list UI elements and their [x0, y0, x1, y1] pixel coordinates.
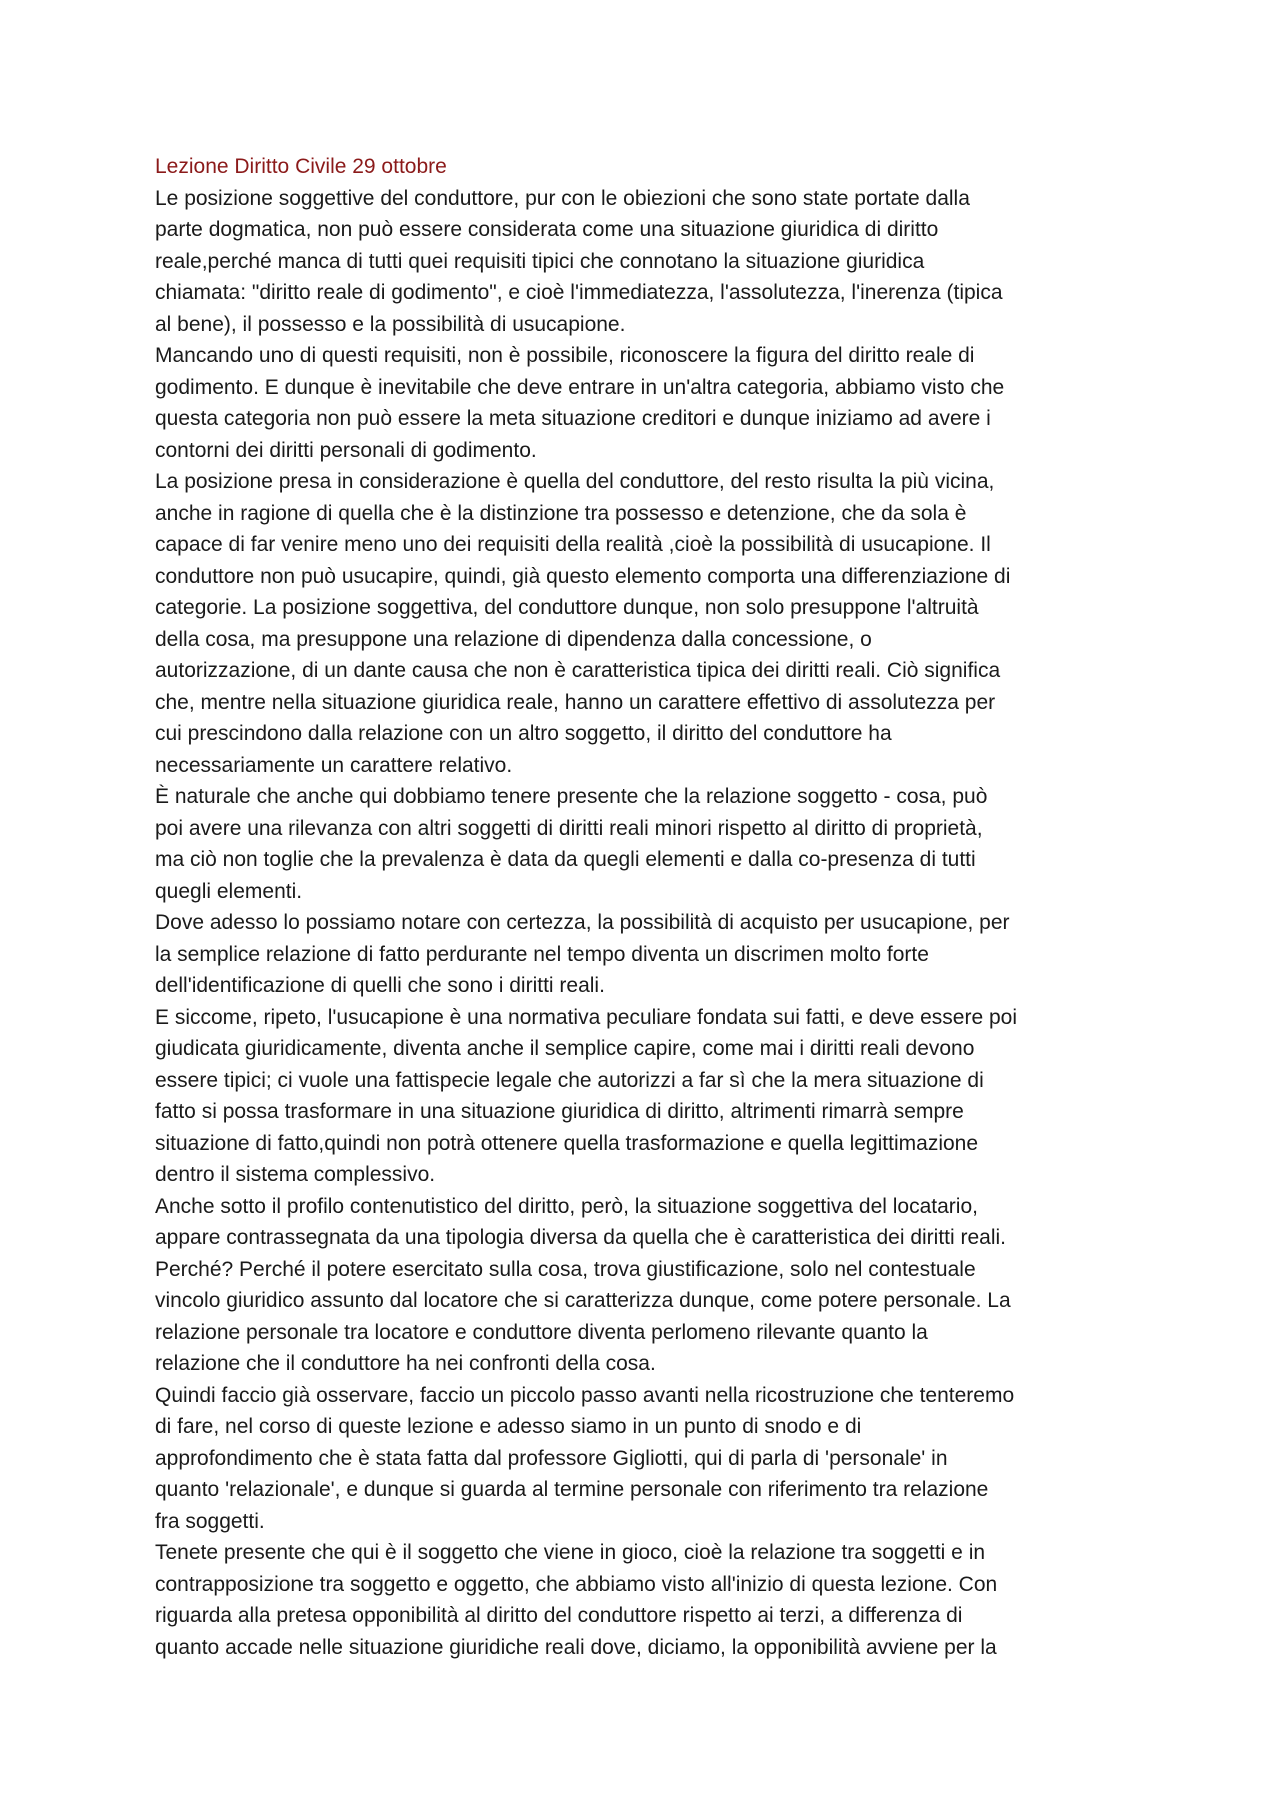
text-line: anche in ragione di quella che è la distinzione tra possesso e detenzione, che da sola è	[155, 501, 967, 525]
text-line: Perché? Perché il potere esercitato sulla cosa, trova giustificazione, solo nel contestuale	[155, 1257, 976, 1281]
text-line: quanto 'relazionale', e dunque si guarda al termine personale con riferimento tra relazione	[155, 1478, 989, 1501]
text-line: quegli elementi.	[155, 879, 303, 903]
text-line: parte dogmatica, non può essere considerata come una situazione giuridica di diritto	[155, 218, 939, 241]
text-line: autorizzazione, di un dante causa che non è caratteristica tipica dei diritti reali. Ciò significa	[155, 659, 1001, 682]
text-line: che, mentre nella situazione giuridica reale, hanno un carattere effettivo di assolutezza per	[155, 690, 996, 714]
text-line: categorie. La posizione soggettiva, del conduttore dunque, non solo presuppone l'altruità	[155, 596, 979, 619]
text-line: reale,perché manca di tutti quei requisiti tipici che connotano la situazione giuridica	[155, 249, 925, 273]
text-line: E siccome, ripeto, l'usucapione è una normativa peculiare fondata sui fatti, e deve essere poi	[155, 1005, 1018, 1029]
text-line: Dove adesso lo possiamo notare con certezza, la possibilità di acquisto per usucapione, per	[155, 911, 1010, 934]
text-line: necessariamente un carattere relativo.	[155, 753, 513, 777]
text-line: riguarda alla pretesa opponibilità al diritto del conduttore rispetto ai terzi, a differenza di	[155, 1604, 963, 1627]
text-line: appare contrassegnata da una tipologia diversa da quella che è caratteristica dei diritti reali.	[155, 1226, 1007, 1249]
text-line: relazione che il conduttore ha nei confronti della cosa.	[155, 1352, 656, 1375]
text-line: ma ciò non toglie che la prevalenza è data da quegli elementi e dalla co-presenza di tutti	[155, 848, 976, 871]
text-line: quanto accade nelle situazione giuridiche reali dove, diciamo, la opponibilità avviene per la	[155, 1635, 997, 1659]
document-title: Lezione Diritto Civile 29 ottobre	[155, 155, 447, 178]
text-line: fra soggetti.	[155, 1509, 265, 1533]
text-line: godimento. E dunque è inevitabile che deve entrare in un'altra categoria, abbiamo visto che	[155, 375, 1005, 399]
text-line: chiamata: "diritto reale di godimento", e cioè l'immediatezza, l'assolutezza, l'inerenza (tipica	[155, 281, 1003, 304]
text-line: relazione personale tra locatore e conduttore diventa perlomeno rilevante quanto la	[155, 1320, 928, 1344]
document-body	[155, 151, 1135, 1663]
text-line: della cosa, ma presuppone una relazione di dipendenza dalla concessione, o	[155, 627, 872, 651]
text-line: al bene), il possesso e la possibilità di usucapione.	[155, 312, 626, 336]
text-line: contrapposizione tra soggetto e oggetto, che abbiamo visto all'inizio di questa lezione. Con	[155, 1572, 998, 1596]
text-line: approfondimento che è stata fatta dal professore Gigliotti, qui di parla di 'personale' in	[155, 1446, 948, 1470]
text-line: poi avere una rilevanza con altri soggetti di diritti reali minori rispetto al diritto di proprietà,	[155, 816, 983, 840]
text-line: di fare, nel corso di queste lezione e adesso siamo in un punto di snodo e di	[155, 1415, 862, 1438]
text-line: capace di far venire meno uno dei requisiti della realità ,cioè la possibilità di usucapione. Il	[155, 533, 991, 556]
text-line: giudicata giuridicamente, diventa anche il semplice capire, come mai i diritti reali devono	[155, 1037, 975, 1060]
text-line: conduttore non può usucapire, quindi, già questo elemento comporta una differenziazione di	[155, 564, 1011, 588]
text-line: La posizione presa in considerazione è quella del conduttore, del resto risulta la più vicina,	[155, 470, 995, 493]
text-line: situazione di fatto,quindi non potrà ottenere quella trasformazione e quella legittimazione	[155, 1131, 979, 1155]
text-line: questa categoria non può essere la meta situazione creditori e dunque iniziamo ad avere i	[155, 407, 991, 430]
text-line: È naturale che anche qui dobbiamo tenere presente che la relazione soggetto - cosa, può	[155, 785, 988, 808]
text-line: contorni dei diritti personali di godimento.	[155, 438, 537, 462]
text-line: fatto si possa trasformare in una situazione giuridica di diritto, altrimenti rimarrà sempre	[155, 1100, 964, 1123]
text-line: dentro il sistema complessivo.	[155, 1163, 436, 1186]
text-line: vincolo giuridico assunto dal locatore che si caratterizza dunque, come potere personale. La	[155, 1289, 1011, 1312]
text-line: Anche sotto il profilo contenutistico del diritto, però, la situazione soggettiva del locatario,	[155, 1194, 978, 1218]
text-line: Mancando uno di questi requisiti, non è possibile, riconoscere la figura del diritto reale di	[155, 344, 975, 367]
text-line: essere tipici; ci vuole una fattispecie legale che autorizzi a far sì che la mera situazione di	[155, 1068, 984, 1092]
text-line: Tenete presente che qui è il soggetto che viene in gioco, cioè la relazione tra soggetti e in	[155, 1541, 986, 1564]
text-line: la semplice relazione di fatto perdurante nel tempo diventa un discrimen molto forte	[155, 942, 929, 966]
text-line: Le posizione soggettive del conduttore, pur con le obiezioni che sono state portate dalla	[155, 186, 970, 210]
text-line: dell'identificazione di quelli che sono i diritti reali.	[155, 974, 605, 997]
document-text	[155, 183, 1135, 1664]
text-line: Quindi faccio già osservare, faccio un piccolo passo avanti nella ricostruzione che tenteremo	[155, 1383, 1015, 1407]
text-line: cui prescindono dalla relazione con un altro soggetto, il diritto del conduttore ha	[155, 722, 892, 745]
